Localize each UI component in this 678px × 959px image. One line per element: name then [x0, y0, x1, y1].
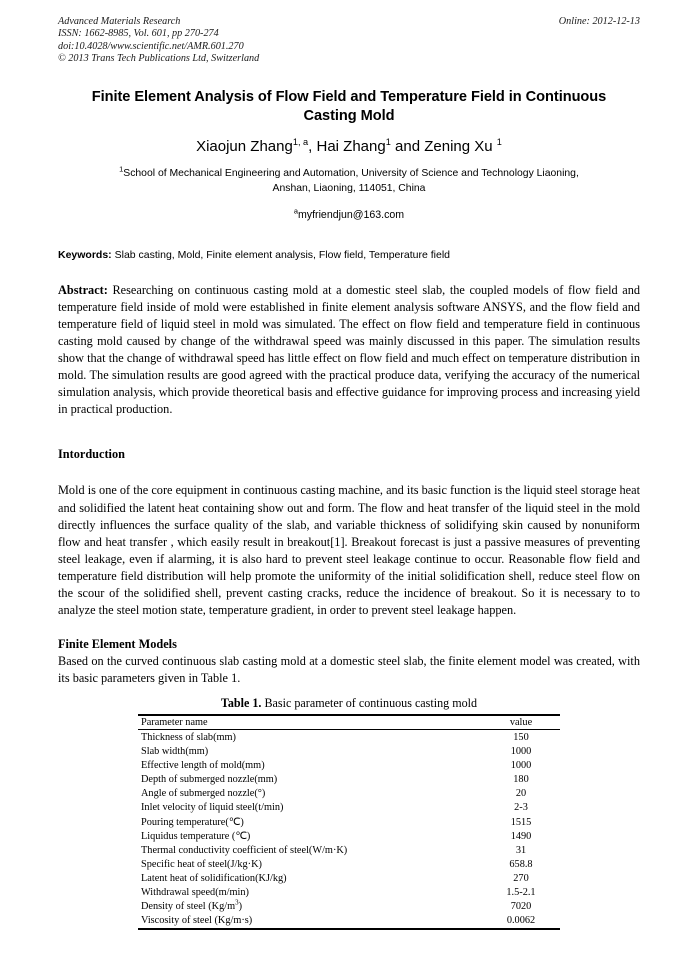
table-cell-value: 150 — [513, 731, 529, 743]
journal-header-left — [58, 16, 488, 66]
table-cell-value: 7020 — [510, 901, 532, 913]
keywords-label: Keywords: — [58, 248, 112, 261]
table-cell-value: 0.0062 — [482, 914, 560, 929]
table-cell-value: 1490 — [510, 830, 532, 842]
section-body-finite-element-models: Based on the curved continuous slab casting mold at a domestic steel slab, the finite element model was created, with its basic parameters given in Table 1. — [58, 653, 640, 685]
table-cell-value: 180 — [513, 774, 529, 786]
table-caption-text: Basic parameter of continuous casting mold — [261, 695, 478, 710]
table-row — [138, 745, 560, 759]
parameter-table-head — [138, 715, 560, 730]
table-caption-label: Table 1. — [220, 695, 262, 710]
keywords-value: Slab casting, Mold, Finite element analysis, Flow field, Temperature field — [114, 248, 450, 261]
table-row — [138, 857, 560, 871]
parameter-table-body — [138, 730, 560, 929]
table-row — [138, 759, 560, 773]
table-cell-parameter-name: Thickness of slab(mm) — [141, 731, 236, 743]
email-marker: a — [293, 206, 298, 216]
table-cell-parameter-name: Inlet velocity of liquid steel(t/min) — [141, 802, 284, 814]
table-cell-value: 1.5-2.1 — [506, 887, 536, 899]
email-address: myfriendjun@163.com — [297, 208, 405, 221]
table-cell-parameter-name: Angle of submerged nozzle(°) — [141, 788, 266, 800]
author-1-affiliation-marker: 1, a — [292, 136, 309, 147]
table-row — [138, 773, 560, 787]
parameter-table — [138, 714, 560, 930]
table-cell-parameter-name: Pouring temperature(℃) — [141, 816, 244, 828]
online-date: Online: 2012-12-13 — [558, 16, 640, 27]
table-cell-value: 2-3 — [514, 802, 528, 814]
section-heading-introduction: Intorduction — [58, 447, 125, 462]
affiliation-line-1: School of Mechanical Engineering and Automation, University of Science and Technology Liaoning, — [123, 167, 579, 179]
table-cell-parameter-name: Liquidus temperature (℃) — [141, 830, 251, 842]
table-cell-value: 1000 — [510, 760, 532, 772]
table-row — [138, 815, 560, 829]
table-row — [138, 843, 560, 857]
table-cell-parameter-name: Latent heat of solidification(KJ/kg) — [141, 872, 287, 884]
table-cell-value: 20 — [515, 788, 527, 800]
journal-copyright-line: © 2013 Trans Tech Publications Ltd, Switzerland — [58, 53, 260, 65]
section-body-introduction: Mold is one of the core equipment in continuous casting machine, and its basic function is the liquid steel storage heat and solidified the latent heat containing show out and form. The flow and heat transfer of the liquid steel in the mold directly influences the surface quality of the slab, and variable thickness of solidifying skin caused by nonuniform flow and heat transfer , which easily result in breakout[1]. Breakout forecast is just a passive measures of preventing steel leakage, even if alarming, it is also hard to prevent steel leakage continue to occur. Reasonable flow field and temperature field distribution will help promote the uniformity of the initial solidification shell, reduce steel flow on the scour of the solidified shell, prevent casting cracks, reduce the incidence of breakout. So it is necessary to to analyze the steel motion state, temperature gradient, in order to prevent steel leakage happen. — [58, 483, 640, 618]
journal-header — [58, 16, 640, 66]
parameter-table-wrapper — [138, 714, 560, 930]
author-separator-2: and — [390, 137, 425, 155]
journal-name: Advanced Materials Research — [58, 16, 181, 27]
table-cell-value: 1515 — [510, 816, 532, 828]
table-row — [138, 900, 560, 914]
abstract-text: Researching on continuous casting mold at a domestic steel slab, the coupled models of flow field and temperature field inside of mold were established in finite element analysis software ANSYS, and the flow field and temperature field of liquid steel in mold was simulated. The effect on flow field and temperature field in continuous casting mold caused by change of the withdrawal speed was mainly discussed in this paper. The simulation results show that the change of withdrawal speed has little effect on flow field and much effect on temperature distribution in mold. The simulation results are good agreed with the practical produce data, verifying the accuracy of the numerical simulation analysis, which provide theoretical basis and effective guidance for improving process and increasing yield in practical production. — [58, 282, 640, 417]
table-cell-parameter-name: Depth of submerged nozzle(mm) — [141, 774, 278, 786]
journal-doi-line: doi:10.4028/www.scientific.net/AMR.601.270 — [58, 40, 244, 52]
journal-issn-line: ISSN: 1662-8985, Vol. 601, pp 270-274 — [58, 28, 219, 40]
corresponding-email — [58, 208, 640, 222]
author-1-name: Xiaojun Zhang — [196, 137, 293, 155]
author-3-affiliation-marker: 1 — [496, 136, 502, 147]
table-cell-value: 31 — [515, 844, 527, 856]
affiliation-line-2: Anshan, Liaoning, 114051, China — [272, 183, 426, 195]
table-row — [138, 730, 560, 745]
author-list — [58, 137, 640, 157]
author-2-name: Hai Zhang — [316, 137, 386, 155]
paper-title: Finite Element Analysis of Flow Field and Temperature Field in Continuous Casting Mold — [91, 88, 607, 124]
table-row — [138, 871, 560, 885]
table-caption — [58, 696, 640, 711]
table-cell-parameter-name: Effective length of mold(mm) — [141, 760, 265, 772]
table-cell-parameter-name: Viscosity of steel (Kg/m·s) — [138, 914, 482, 929]
column-header-value: value — [482, 715, 560, 730]
author-2-affiliation-marker: 1 — [385, 136, 391, 147]
keywords-block — [58, 248, 640, 263]
table-row — [138, 885, 560, 899]
table-header-row — [138, 715, 560, 730]
table-row — [138, 801, 560, 815]
affiliation-block — [58, 166, 640, 197]
abstract-label: Abstract: — [58, 282, 108, 297]
table-row — [138, 914, 560, 929]
author-separator-1: , — [308, 137, 317, 155]
section-heading-finite-element-models: Finite Element Models — [58, 636, 177, 651]
table-cell-value: 1000 — [510, 746, 532, 758]
affiliation-marker: 1 — [119, 164, 124, 174]
author-3-name: Zening Xu — [424, 137, 493, 155]
table-row — [138, 829, 560, 843]
abstract-block — [58, 282, 640, 419]
table-cell-parameter-name: Density of steel $(Kg/m^3)$ — [141, 898, 243, 913]
table-cell-value: 270 — [513, 872, 529, 884]
table-cell-parameter-name: Specific heat of steel(J/kg·K) — [141, 858, 262, 870]
column-header-parameter-name: Parameter name — [138, 715, 482, 730]
table-cell-parameter-name: Withdrawal speed(m/min) — [141, 887, 249, 899]
table-cell-parameter-name: Slab width(mm) — [141, 746, 209, 758]
table-row — [138, 787, 560, 801]
table-cell-parameter-name: Thermal conductivity coefficient of steel(W/m·K) — [141, 844, 348, 856]
table-cell-value: 658.8 — [509, 858, 533, 870]
